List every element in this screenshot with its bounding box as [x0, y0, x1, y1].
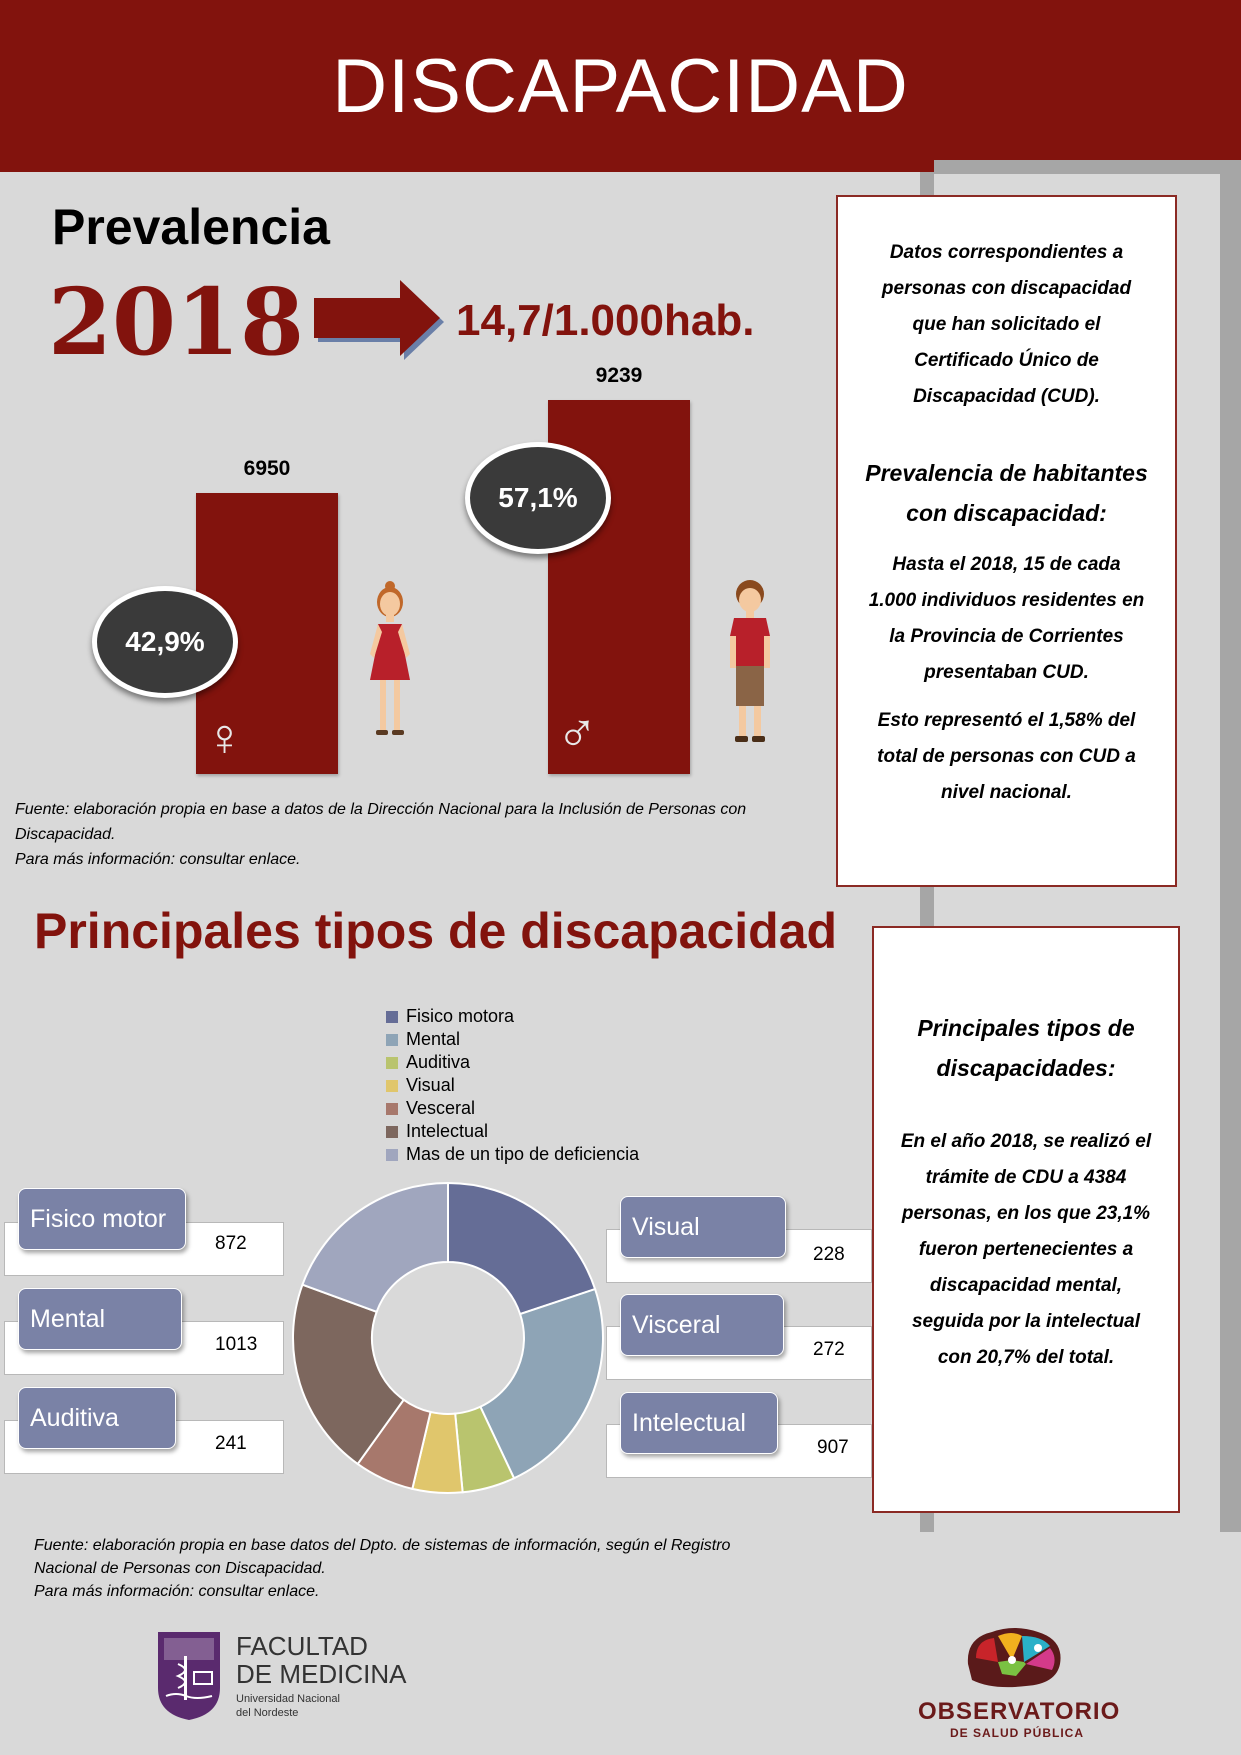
legend-item: [386, 1029, 460, 1050]
bar-value-label-female: 6950: [243, 456, 291, 480]
info-line: personas, en los que 23,1%: [901, 1203, 1151, 1224]
info-line: que han solicitado el: [912, 314, 1101, 335]
sex-bar-chart: [0, 360, 840, 780]
type-card-value: 241: [215, 1433, 247, 1454]
observatory-logo: [910, 1620, 1121, 1740]
legend-label: Auditiva: [406, 1052, 471, 1072]
legend-swatch: [386, 1080, 398, 1092]
info-line: 1.000 individuos residentes en: [868, 590, 1145, 611]
legend-label: Vesceral: [406, 1098, 476, 1118]
faculty-sub-line: Universidad Nacional: [236, 1693, 340, 1705]
percent-bubble-male: [465, 442, 611, 554]
info-line: Prevalencia de habitantes: [865, 460, 1148, 486]
type-card-label: [18, 1387, 176, 1449]
source-note-1: [15, 797, 835, 872]
legend-label: Mental: [406, 1029, 461, 1049]
prevalence-rate: 14,7/1.000hab.: [456, 296, 755, 345]
type-card-value: 1013: [215, 1334, 258, 1355]
info-line: Principales tipos de: [917, 1015, 1135, 1041]
prevalence-year: 2018: [48, 268, 305, 376]
legend-item: [386, 1121, 488, 1142]
arrow-right-icon: [312, 276, 448, 362]
info-body: [874, 1124, 1178, 1376]
legend-swatch: [386, 1011, 398, 1023]
legend-label: Intelectual: [406, 1121, 489, 1141]
info-line: Certificado Único de: [914, 350, 1099, 371]
legend-item: [386, 1006, 514, 1027]
legend-item: [386, 1052, 470, 1073]
info-line: Hasta el 2018, 15 de cada: [892, 554, 1121, 575]
section-title-types: Principales tipos de discapacidad: [34, 903, 838, 959]
prevalence-title: Prevalencia: [52, 199, 330, 255]
info-line: personas con discapacidad: [881, 278, 1132, 299]
bar-value-label-male: 9239: [595, 364, 643, 387]
faculty-crest-icon: [156, 1630, 222, 1720]
donut-slice-mas-de-un-tipo-de-deficiencia: [302, 1183, 448, 1312]
info-box-prevalence: [836, 195, 1177, 887]
info-line: nivel nacional.: [941, 782, 1072, 803]
faculty-name-line: DE MEDICINA: [236, 1659, 407, 1689]
info-line: con discapacidad:: [906, 500, 1107, 526]
donut-slice-fisico-motora: [448, 1183, 595, 1314]
info-line: discapacidad mental,: [929, 1275, 1123, 1296]
legend-label: Fisico motora: [406, 1006, 515, 1026]
info-body-2: [838, 703, 1175, 811]
decor-stripe: [934, 160, 1241, 174]
source-line: Para más información: consultar enlace.: [15, 851, 301, 868]
source-note-2: [34, 1534, 854, 1603]
info-line: con 20,7% del total.: [937, 1347, 1115, 1368]
type-card-label-text: Auditiva: [30, 1403, 119, 1432]
info-heading: [874, 1008, 1178, 1088]
legend-label: Visual: [406, 1075, 455, 1095]
page-title: DISCAPACIDAD: [332, 43, 909, 129]
observatory-brain-icon: [962, 1624, 1068, 1690]
info-body-1: [838, 547, 1175, 691]
info-box-types: [872, 926, 1180, 1513]
decor-stripe: [1220, 172, 1241, 1532]
faculty-logo: [156, 1628, 416, 1724]
legend-swatch: [386, 1149, 398, 1161]
legend-swatch: [386, 1103, 398, 1115]
info-line: Datos correspondientes a: [889, 242, 1124, 263]
type-card-label: [18, 1288, 182, 1350]
male-symbol-icon: ♂: [556, 701, 598, 764]
legend-item: [386, 1075, 455, 1096]
legend-item: [386, 1098, 475, 1119]
type-card-label: [620, 1196, 786, 1258]
observatory-subtitle: DE SALUD PÚBLICA: [950, 1726, 1085, 1740]
source-line: Fuente: elaboración propia en base a datos de la Dirección Nacional para la Inclusión de Personas con: [15, 801, 747, 818]
info-line: presentaban CUD.: [924, 662, 1089, 683]
source-line: Nacional de Personas con Discapacidad.: [34, 1560, 326, 1577]
donut-chart: [290, 1180, 606, 1496]
type-card-label-text: Fisico motor: [30, 1204, 167, 1233]
type-card-label-text: Intelectual: [632, 1408, 746, 1437]
type-card-value: 272: [813, 1339, 845, 1360]
percent-bubble-female: [92, 586, 238, 698]
info-line: Discapacidad (CUD).: [913, 386, 1100, 407]
type-card-label-text: Visual: [632, 1212, 700, 1241]
info-intro: [838, 235, 1175, 415]
type-card-value: 228: [813, 1244, 845, 1265]
info-line: total de personas con CUD a: [877, 746, 1136, 767]
type-card-label: [620, 1392, 778, 1454]
legend-swatch: [386, 1126, 398, 1138]
woman-figure-icon: [360, 580, 420, 745]
page-header: [0, 0, 1241, 172]
observatory-title: OBSERVATORIO: [918, 1698, 1121, 1725]
info-heading: [838, 453, 1175, 533]
type-card-value: 872: [215, 1233, 247, 1254]
type-card-value: 907: [817, 1437, 849, 1458]
type-card-label-text: Mental: [30, 1304, 106, 1333]
source-line: Para más información: consultar enlace.: [34, 1583, 320, 1600]
type-card-label-text: Visceral: [632, 1310, 721, 1339]
faculty-sub-line: del Nordeste: [236, 1707, 299, 1719]
legend-swatch: [386, 1057, 398, 1069]
info-line: Esto representó el 1,58% del: [877, 710, 1136, 731]
man-figure-icon: [720, 576, 780, 746]
female-symbol-icon: ♀: [205, 709, 244, 767]
legend-label: Mas de un tipo de deficiencia: [406, 1144, 640, 1164]
info-line: En el año 2018, se realizó el: [900, 1131, 1152, 1152]
percent-label-male: 57,1%: [498, 482, 578, 513]
legend-swatch: [386, 1034, 398, 1046]
info-line: discapacidades:: [936, 1055, 1116, 1081]
info-line: la Provincia de Corrientes: [889, 626, 1124, 647]
info-line: trámite de CDU a 4384: [925, 1167, 1127, 1188]
legend-item: [386, 1144, 639, 1165]
info-line: seguida por la intelectual: [911, 1311, 1141, 1332]
info-line: fueron pertenecientes a: [918, 1239, 1134, 1260]
faculty-name-line: FACULTAD: [236, 1631, 368, 1661]
source-line: Discapacidad.: [15, 826, 116, 843]
percent-label-female: 42,9%: [125, 626, 205, 657]
type-card-label: [18, 1188, 186, 1250]
type-card-label: [620, 1294, 784, 1356]
source-line: Fuente: elaboración propia en base datos del Dpto. de sistemas de información, según el Registro: [34, 1537, 731, 1554]
